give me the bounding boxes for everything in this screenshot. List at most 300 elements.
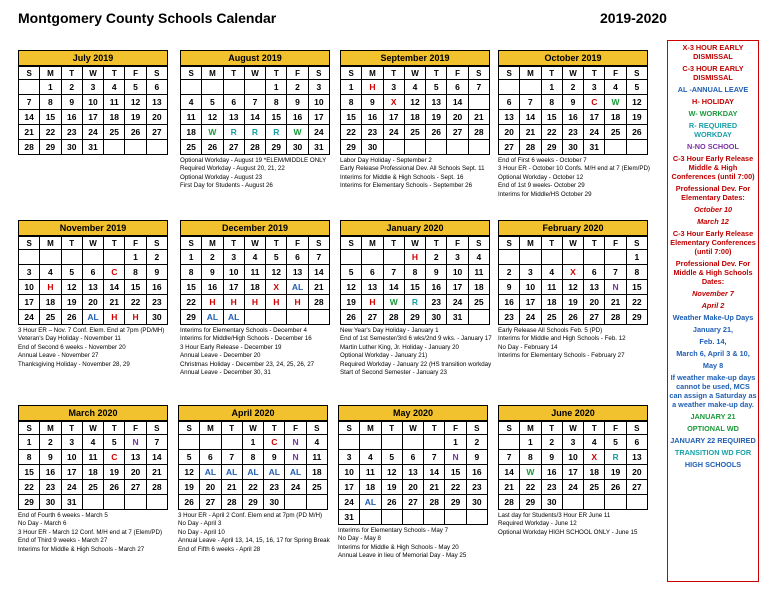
- week-row: [339, 510, 488, 525]
- week-row: [499, 265, 648, 280]
- day-cell: W: [520, 465, 541, 480]
- month-table: [340, 236, 490, 325]
- day-cell: 24: [520, 310, 541, 325]
- day-cell: 14: [104, 280, 125, 295]
- day-cell: 29: [181, 310, 202, 325]
- day-cell: C: [104, 265, 125, 280]
- day-cell: [306, 495, 327, 510]
- day-cell: [520, 80, 541, 95]
- day-cell: AL: [287, 280, 308, 295]
- note-line: Interims for Elementary Schools - February 27: [498, 352, 625, 360]
- day-cell: [381, 510, 402, 525]
- week-row: [181, 310, 330, 325]
- day-cell: 1: [541, 80, 562, 95]
- month-jun: [498, 405, 648, 510]
- weekday-header: W: [562, 422, 583, 435]
- day-cell: X: [383, 95, 404, 110]
- note-line: Christmas Holiday - December 23, 24, 25, 26, 27: [180, 360, 315, 368]
- day-cell: [447, 140, 468, 155]
- day-cell: [181, 80, 202, 95]
- weekday-header: T: [424, 422, 445, 435]
- day-cell: [468, 310, 489, 325]
- day-cell: 14: [499, 465, 520, 480]
- day-cell: 9: [466, 450, 487, 465]
- note-line: Optional Workday - October 12: [498, 173, 584, 181]
- day-cell: N: [445, 450, 466, 465]
- day-cell: 21: [499, 480, 520, 495]
- day-cell: 13: [402, 465, 423, 480]
- day-cell: R: [223, 125, 244, 140]
- day-cell: [125, 140, 146, 155]
- day-cell: 25: [104, 125, 125, 140]
- weekday-header: S: [468, 67, 489, 80]
- day-cell: 14: [19, 110, 40, 125]
- note-line: Interims for Elementary Schools - December 4: [180, 327, 307, 334]
- day-cell: H: [362, 295, 383, 310]
- day-cell: 22: [40, 125, 61, 140]
- month-mar: [18, 405, 168, 510]
- weekday-header: F: [605, 422, 626, 435]
- weekday-header: F: [605, 67, 626, 80]
- day-cell: 5: [605, 435, 626, 450]
- legend-item: TRANSITION WD FOR: [674, 448, 752, 457]
- day-cell: 1: [40, 80, 61, 95]
- day-cell: [244, 310, 265, 325]
- day-cell: 5: [341, 265, 362, 280]
- month-table: [18, 66, 168, 155]
- day-cell: 4: [306, 435, 327, 450]
- weekday-header: M: [202, 237, 223, 250]
- day-cell: 13: [584, 280, 605, 295]
- day-cell: 26: [104, 480, 125, 495]
- day-cell: 10: [223, 265, 244, 280]
- month-title: January 2020: [340, 220, 490, 236]
- weekday-header: W: [82, 422, 103, 435]
- day-cell: 26: [562, 310, 583, 325]
- day-cell: 27: [584, 310, 605, 325]
- day-cell: 4: [584, 435, 605, 450]
- day-cell: 1: [445, 435, 466, 450]
- day-cell: X: [584, 450, 605, 465]
- month-table: [180, 236, 330, 325]
- day-cell: 25: [40, 310, 61, 325]
- legend-item: OPTIONAL WD: [687, 424, 739, 433]
- day-cell: [424, 435, 445, 450]
- week-row: [499, 465, 648, 480]
- day-cell: 8: [626, 265, 647, 280]
- day-cell: N: [125, 435, 146, 450]
- month-title: May 2020: [338, 405, 488, 421]
- day-cell: 22: [181, 295, 202, 310]
- day-cell: [200, 435, 221, 450]
- month-oct: [498, 50, 648, 155]
- legend-item: N-NO SCHOOL: [687, 142, 739, 151]
- day-cell: 19: [381, 480, 402, 495]
- weekday-header: S: [626, 237, 647, 250]
- day-cell: 19: [125, 110, 146, 125]
- day-cell: 29: [19, 495, 40, 510]
- day-cell: 12: [202, 110, 223, 125]
- day-cell: 7: [221, 450, 242, 465]
- day-cell: 13: [125, 450, 146, 465]
- day-cell: N: [285, 450, 306, 465]
- week-row: [181, 95, 330, 110]
- week-row: [499, 480, 648, 495]
- day-cell: [468, 95, 489, 110]
- day-cell: [104, 495, 125, 510]
- day-cell: 16: [362, 110, 383, 125]
- day-cell: 22: [445, 480, 466, 495]
- day-cell: 23: [61, 125, 82, 140]
- day-cell: 15: [626, 280, 647, 295]
- day-cell: 29: [520, 495, 541, 510]
- day-cell: 7: [146, 435, 167, 450]
- weekday-header: W: [242, 422, 263, 435]
- week-row: [19, 125, 168, 140]
- legend-item: If weather make-up days cannot be used, MCS can assign a Saturday as a weather make-up day.: [669, 373, 757, 409]
- day-cell: AL: [360, 495, 381, 510]
- weekday-header: M: [40, 67, 61, 80]
- day-cell: 8: [541, 95, 562, 110]
- day-cell: [287, 310, 308, 325]
- week-row: [499, 280, 648, 295]
- month-title: February 2020: [498, 220, 648, 236]
- week-row: [19, 465, 168, 480]
- day-cell: [360, 435, 381, 450]
- month-title: August 2019: [180, 50, 330, 66]
- month-notes: [178, 512, 330, 554]
- legend-item: C-3 HOUR EARLY DISMISSAL: [682, 64, 744, 82]
- day-cell: 18: [404, 110, 425, 125]
- day-cell: 30: [40, 495, 61, 510]
- day-cell: X: [266, 280, 287, 295]
- day-cell: 16: [202, 280, 223, 295]
- day-cell: 21: [468, 110, 489, 125]
- weekday-header: M: [360, 422, 381, 435]
- day-cell: 5: [426, 80, 447, 95]
- day-cell: 31: [584, 140, 605, 155]
- week-row: [19, 280, 168, 295]
- weekday-header: T: [383, 237, 404, 250]
- page-title: Montgomery County Schools Calendar: [18, 10, 277, 26]
- day-cell: 27: [499, 140, 520, 155]
- day-cell: 17: [383, 110, 404, 125]
- day-cell: R: [266, 125, 287, 140]
- weekday-header: T: [584, 67, 605, 80]
- weekday-header: F: [447, 237, 468, 250]
- day-cell: [40, 250, 61, 265]
- day-cell: 29: [242, 495, 263, 510]
- day-cell: 24: [19, 310, 40, 325]
- day-cell: AL: [242, 465, 263, 480]
- day-cell: 13: [626, 450, 647, 465]
- day-cell: 2: [466, 435, 487, 450]
- note-line: New Year's Day Holiday - January 1: [340, 327, 439, 334]
- weekday-header: T: [264, 422, 285, 435]
- day-cell: H: [287, 295, 308, 310]
- day-cell: 16: [426, 280, 447, 295]
- day-cell: 11: [306, 450, 327, 465]
- weekday-header: T: [541, 67, 562, 80]
- day-cell: 1: [242, 435, 263, 450]
- day-cell: 11: [181, 110, 202, 125]
- day-cell: 7: [424, 450, 445, 465]
- day-cell: 22: [19, 480, 40, 495]
- day-cell: 19: [104, 465, 125, 480]
- weekday-header: T: [61, 237, 82, 250]
- day-cell: 17: [447, 280, 468, 295]
- day-cell: 26: [341, 310, 362, 325]
- day-cell: 19: [341, 295, 362, 310]
- note-line: Annual Leave - December 30, 31: [180, 369, 271, 377]
- note-line: 3 Hour ER - October 10 Confs. M/H end at 7 (Elem/PD): [498, 165, 650, 173]
- month-jul: [18, 50, 168, 155]
- month-feb: [498, 220, 648, 325]
- day-cell: 17: [562, 465, 583, 480]
- weekday-header: S: [19, 67, 40, 80]
- day-cell: 28: [244, 140, 265, 155]
- note-line: Interims for Middle/High Schools - December 16: [180, 335, 312, 343]
- month-table: [498, 66, 648, 155]
- day-cell: 25: [181, 140, 202, 155]
- legend-item: X-3 HOUR EARLY DISMISSAL: [682, 43, 744, 61]
- note-line: Interims for Middle and High Schools - Feb. 12: [498, 335, 626, 343]
- weekday-header: W: [244, 237, 265, 250]
- month-title: September 2019: [340, 50, 490, 66]
- note-line: Interims for Middle & High Schools - March 27: [18, 545, 145, 553]
- day-cell: [266, 310, 287, 325]
- legend-item: Weather Make-Up Days: [672, 313, 754, 322]
- day-cell: 13: [499, 110, 520, 125]
- legend-item: C-3 Hour Early Release Elementary Conferences (until 7:00): [670, 229, 756, 256]
- week-row: [341, 110, 490, 125]
- day-cell: 13: [146, 95, 167, 110]
- day-cell: [605, 140, 626, 155]
- day-cell: 3: [562, 435, 583, 450]
- week-row: [179, 465, 328, 480]
- weekday-header: S: [181, 237, 202, 250]
- day-cell: 1: [626, 250, 647, 265]
- day-cell: 28: [520, 140, 541, 155]
- day-cell: [19, 250, 40, 265]
- weekday-header: F: [447, 67, 468, 80]
- day-cell: 3: [223, 250, 244, 265]
- day-cell: 30: [287, 140, 308, 155]
- week-row: [341, 140, 490, 155]
- day-cell: [125, 495, 146, 510]
- day-cell: [82, 495, 103, 510]
- day-cell: 11: [104, 95, 125, 110]
- day-cell: 29: [40, 140, 61, 155]
- day-cell: 26: [61, 310, 82, 325]
- day-cell: 30: [541, 495, 562, 510]
- day-cell: 27: [447, 125, 468, 140]
- note-line: Required Workday - August 20, 21, 22: [180, 165, 285, 173]
- legend-item: January 21,: [692, 325, 734, 334]
- day-cell: 18: [104, 110, 125, 125]
- day-cell: 6: [200, 450, 221, 465]
- day-cell: 27: [626, 480, 647, 495]
- week-row: [181, 125, 330, 140]
- note-line: End of Second 6 weeks - November 20: [18, 343, 126, 351]
- day-cell: 2: [61, 80, 82, 95]
- day-cell: 27: [146, 125, 167, 140]
- month-notes: [498, 157, 650, 199]
- legend-item: AL -ANNUAL LEAVE: [677, 85, 749, 94]
- weekday-header: S: [19, 422, 40, 435]
- weekday-header: W: [562, 237, 583, 250]
- day-cell: 26: [179, 495, 200, 510]
- day-cell: 22: [125, 295, 146, 310]
- note-line: Interims for Elementary Schools - September 26: [340, 182, 473, 190]
- week-row: [499, 310, 648, 325]
- month-title: June 2020: [498, 405, 648, 421]
- day-cell: 16: [541, 465, 562, 480]
- day-cell: 16: [40, 465, 61, 480]
- day-cell: R: [605, 450, 626, 465]
- weekday-header: S: [306, 422, 327, 435]
- day-cell: [541, 250, 562, 265]
- weekday-header: W: [402, 422, 423, 435]
- legend-item: November 7: [692, 289, 734, 298]
- legend-item: H- HOLIDAY: [692, 97, 734, 106]
- week-row: [179, 450, 328, 465]
- day-cell: N: [285, 435, 306, 450]
- day-cell: 5: [104, 435, 125, 450]
- day-cell: 18: [468, 280, 489, 295]
- day-cell: 21: [104, 295, 125, 310]
- day-cell: 17: [61, 465, 82, 480]
- day-cell: 26: [381, 495, 402, 510]
- weekday-header: F: [125, 422, 146, 435]
- day-cell: 23: [466, 480, 487, 495]
- day-cell: AL: [200, 465, 221, 480]
- day-cell: 18: [541, 295, 562, 310]
- day-cell: 4: [360, 450, 381, 465]
- week-row: [19, 450, 168, 465]
- legend-item: May 8: [702, 361, 724, 370]
- week-row: [499, 495, 648, 510]
- day-cell: 29: [341, 140, 362, 155]
- day-cell: [445, 510, 466, 525]
- day-cell: 26: [202, 140, 223, 155]
- day-cell: 14: [146, 450, 167, 465]
- day-cell: 16: [562, 110, 583, 125]
- day-cell: 8: [242, 450, 263, 465]
- day-cell: [584, 250, 605, 265]
- day-cell: 10: [562, 450, 583, 465]
- day-cell: 2: [499, 265, 520, 280]
- day-cell: 11: [541, 280, 562, 295]
- weekday-header: T: [541, 422, 562, 435]
- day-cell: 31: [61, 495, 82, 510]
- day-cell: 5: [266, 250, 287, 265]
- day-cell: 7: [520, 95, 541, 110]
- day-cell: 18: [244, 280, 265, 295]
- month-apr: [178, 405, 328, 510]
- week-row: [19, 110, 168, 125]
- day-cell: 16: [146, 280, 167, 295]
- day-cell: 20: [499, 125, 520, 140]
- day-cell: 21: [605, 295, 626, 310]
- day-cell: 9: [287, 95, 308, 110]
- day-cell: 11: [360, 465, 381, 480]
- day-cell: 31: [82, 140, 103, 155]
- day-cell: 12: [266, 265, 287, 280]
- weekday-header: T: [104, 237, 125, 250]
- day-cell: 1: [266, 80, 287, 95]
- note-line: Early Release Professional Dev. All Schools Sept. 11: [340, 165, 485, 173]
- weekday-header: T: [223, 67, 244, 80]
- day-cell: 4: [468, 250, 489, 265]
- day-cell: 28: [146, 480, 167, 495]
- legend-panel: [667, 40, 759, 582]
- weekday-header: W: [82, 237, 103, 250]
- week-row: [499, 125, 648, 140]
- note-line: End of Fourth 6 weeks - March 5: [18, 512, 108, 519]
- day-cell: 4: [40, 265, 61, 280]
- weekday-header: T: [61, 67, 82, 80]
- day-cell: [360, 510, 381, 525]
- day-cell: 9: [202, 265, 223, 280]
- day-cell: 6: [146, 80, 167, 95]
- month-table: [180, 66, 330, 155]
- day-cell: [146, 140, 167, 155]
- day-cell: 11: [82, 450, 103, 465]
- day-cell: 7: [244, 95, 265, 110]
- note-line: 3 Hour ER – Nov. 7 Conf. Elem. End at 7pm (PD/MH): [18, 327, 165, 334]
- day-cell: [339, 435, 360, 450]
- day-cell: X: [562, 265, 583, 280]
- month-table: [340, 66, 490, 155]
- weekday-header: F: [605, 237, 626, 250]
- note-line: Veteran's Day Holiday - November 11: [18, 335, 121, 343]
- weekday-header: S: [341, 237, 362, 250]
- weekday-header: F: [287, 237, 308, 250]
- day-cell: 23: [362, 125, 383, 140]
- legend-item: C-3 Hour Early Release Middle & High Conferences (until 7:00): [671, 154, 755, 181]
- month-title: March 2020: [18, 405, 168, 421]
- day-cell: 12: [626, 95, 647, 110]
- day-cell: [82, 250, 103, 265]
- note-line: Martin Luther King, Jr. Holiday - January 20: [340, 343, 459, 351]
- weekday-header: T: [61, 422, 82, 435]
- month-notes: [340, 327, 492, 377]
- week-row: [339, 450, 488, 465]
- day-cell: [499, 250, 520, 265]
- day-cell: 15: [40, 110, 61, 125]
- day-cell: 15: [19, 465, 40, 480]
- day-cell: 3: [339, 450, 360, 465]
- day-cell: 20: [626, 465, 647, 480]
- day-cell: H: [125, 310, 146, 325]
- weekday-header: F: [125, 237, 146, 250]
- day-cell: [626, 140, 647, 155]
- day-cell: 19: [626, 110, 647, 125]
- day-cell: 1: [19, 435, 40, 450]
- day-cell: 11: [244, 265, 265, 280]
- day-cell: 17: [223, 280, 244, 295]
- note-line: Interims for Elementary Schools - May 7: [338, 527, 449, 534]
- day-cell: 9: [362, 95, 383, 110]
- week-row: [341, 125, 490, 140]
- weekday-header: T: [426, 67, 447, 80]
- note-line: Optional Workday - January 21): [340, 352, 428, 360]
- day-cell: 29: [541, 140, 562, 155]
- day-cell: 28: [424, 495, 445, 510]
- legend-item: March 12: [697, 217, 729, 226]
- day-cell: 18: [181, 125, 202, 140]
